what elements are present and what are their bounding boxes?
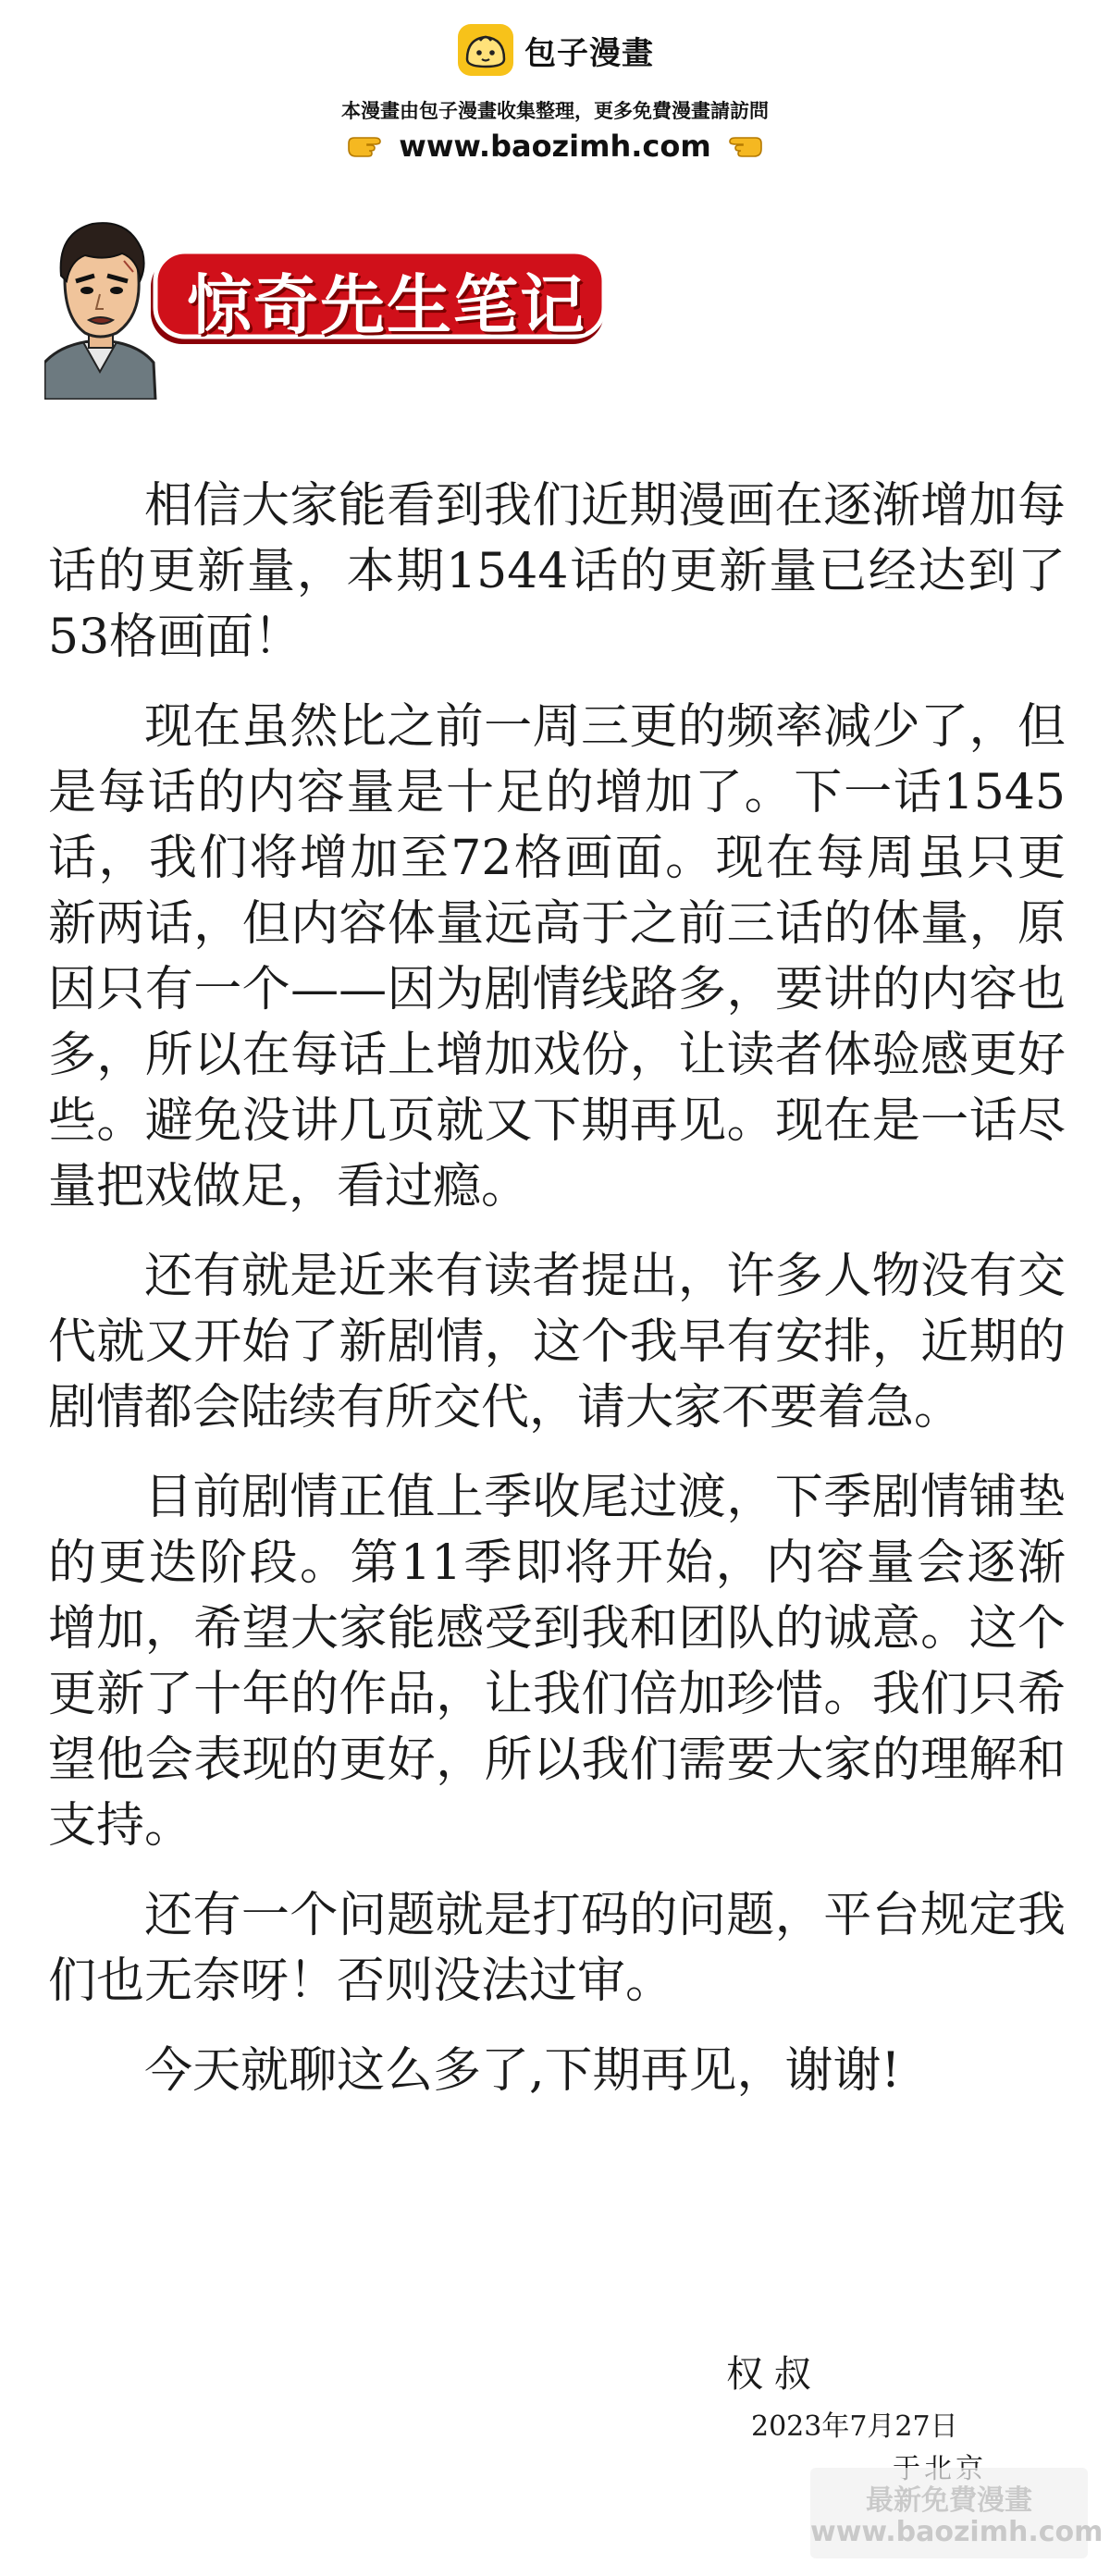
character-portrait-icon (44, 223, 155, 400)
paragraph-6: 今天就聊这么多了,下期再见，谢谢! (144, 2043, 901, 2099)
site-url[interactable]: www.baozimh.com (399, 129, 711, 164)
bun-face-logo-icon (456, 22, 515, 78)
column-banner (44, 215, 618, 400)
paragraph-1: 相信大家能看到我们近期漫画在逐渐增加每话的更新量，本期1544话的更新量已经达到了53格画面！ (48, 478, 1066, 665)
brand-name: 包子漫畫 (524, 34, 654, 72)
paragraph-4: 目前剧情正值上季收尾过渡，下季剧情铺垫的更迭阶段。第11季即将开始，内容量会逐渐增加，希望大家能感受到我和团队的诚意。这个更新了十年的作品，让我们倍加珍惜。我们只希望他会表现的更好，所以我们需要大家的理解和支持。 (48, 1470, 1066, 1854)
watermark-line-1: 最新免費漫畫 (866, 2484, 1032, 2517)
site-notice: 本漫畫由包子漫畫收集整理，更多免費漫畫請訪問 (341, 100, 769, 122)
letter-body (48, 474, 1066, 2128)
pointing-right-hand-icon (347, 132, 386, 160)
paragraph-5: 还有一个问题就是打码的问题，平台规定我们也无奈呀！否则没法过审。 (48, 1888, 1066, 2009)
banner-title: 惊奇先生笔记 (187, 266, 586, 343)
signature-date: 2023年7月27日 (751, 2410, 958, 2443)
site-brand (0, 20, 1110, 80)
watermark-line-2: www.baozimh.com (810, 2516, 1104, 2548)
site-url-line (0, 128, 1110, 165)
signature-name: 权叔 (726, 2353, 822, 2396)
paragraph-3: 还有就是近来有读者提出，许多人物没有交代就又开始了新剧情，这个我早有安排，近期的剧情都会陆续有所交代，请大家不要着急。 (48, 1249, 1066, 1436)
paragraph-2: 现在虽然比之前一周三更的频率减少了，但是每话的内容量是十足的增加了。下一话1545话，我们将增加至72格画面。现在每周虽只更新两话，但内容体量远高于之前三话的体量，原因只有一个——因为剧情线路多，要讲的内容也多，所以在每话上增加戏份，让读者体验感更好些。避免没讲几页就又下期再见。现在是一话尽量把戏做足，看过瘾。 (48, 699, 1066, 1214)
pointing-left-hand-icon (724, 132, 763, 160)
watermark-badge (810, 2468, 1104, 2558)
